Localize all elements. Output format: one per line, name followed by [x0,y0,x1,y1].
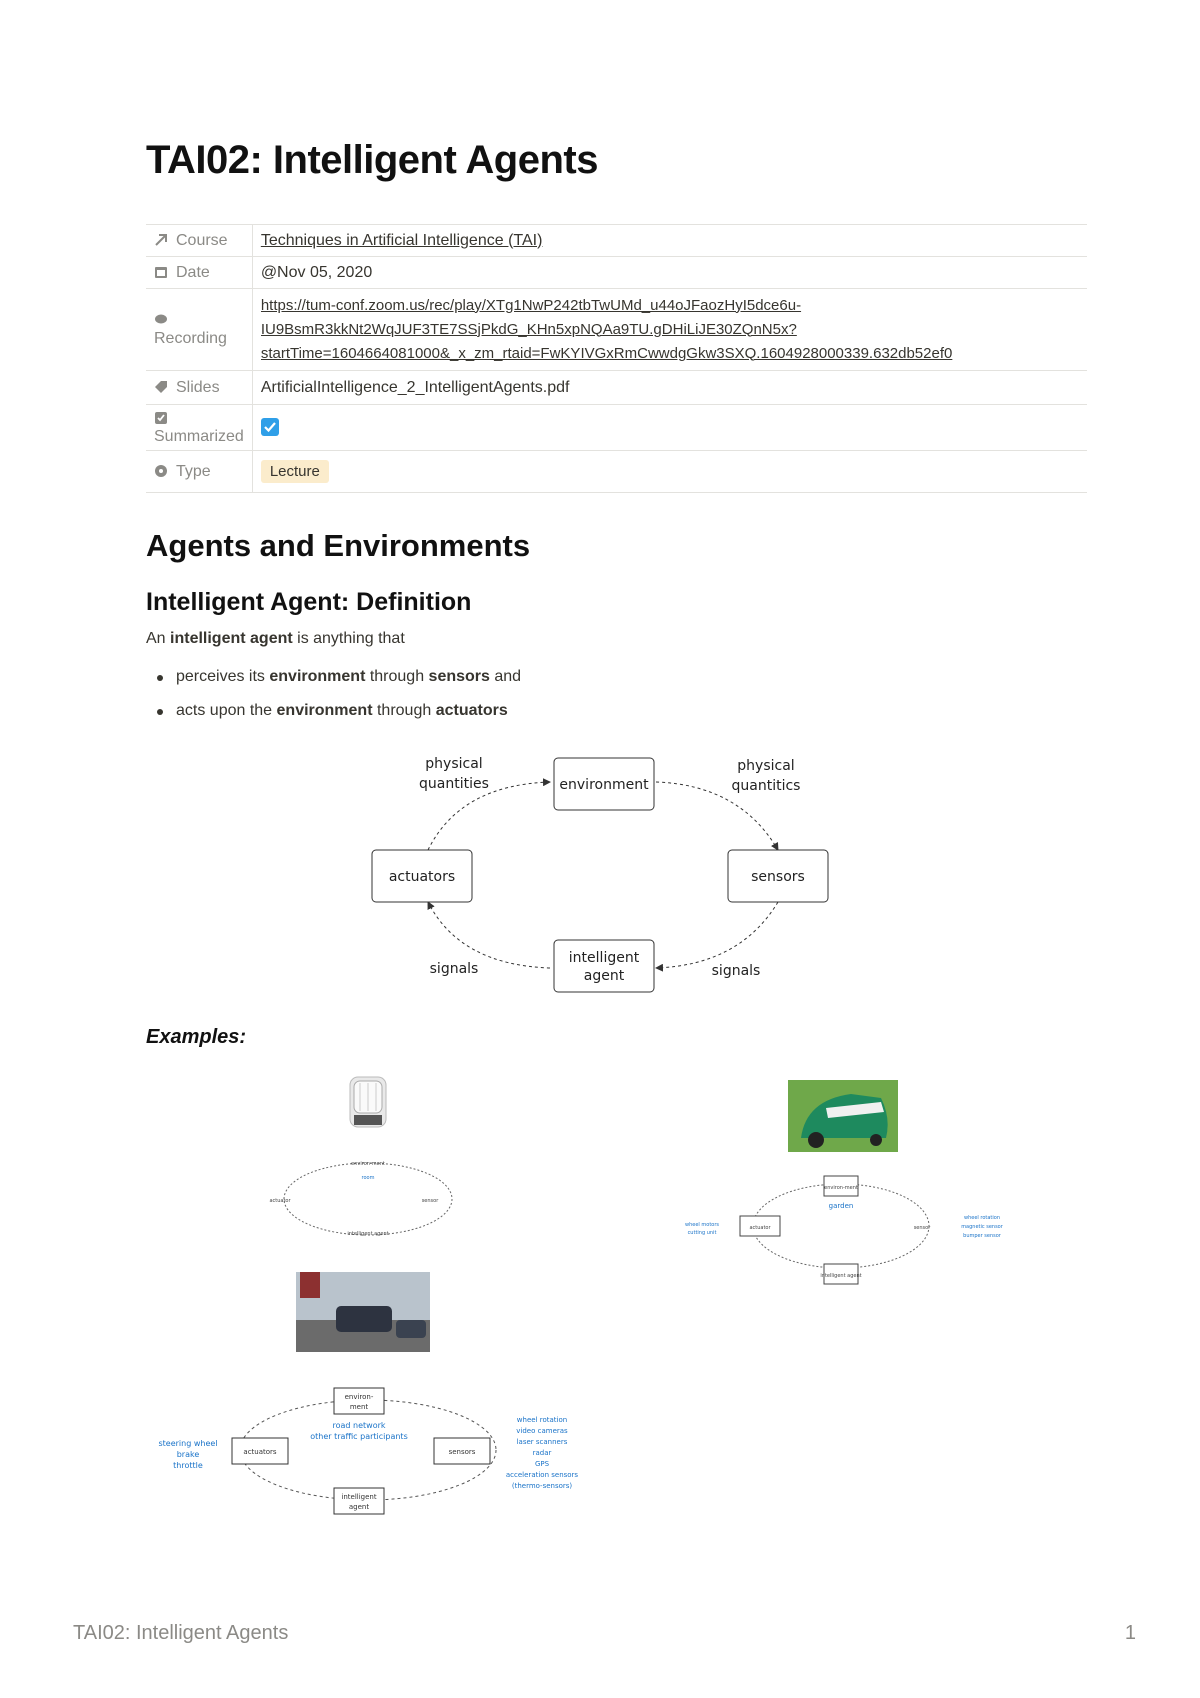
svg-text:acceleration sensors: acceleration sensors [505,1471,579,1479]
svg-text:sensors: sensors [448,1448,476,1456]
agent-environment-diagram [360,740,840,1010]
type-tag[interactable]: Lecture [261,460,329,483]
svg-text:radar: radar [532,1449,552,1457]
svg-text:actuator: actuator [269,1198,291,1204]
svg-text:room: room [361,1175,375,1181]
svg-text:throttle: throttle [173,1461,203,1470]
svg-text:environ-ment: environ-ment [351,1161,385,1167]
property-row-slides: Slides ArtificialIntelligence_2_IntelligentAgents.pdf [146,371,1087,405]
svg-text:agent: agent [348,1503,370,1511]
page-number: 1 [1124,1622,1136,1644]
calendar-icon [154,265,168,279]
svg-text:intelligent: intelligent [341,1493,377,1501]
svg-text:actuator: actuator [749,1225,771,1231]
svg-text:cutting unit: cutting unit [687,1230,717,1236]
svg-text:(thermo-sensors): (thermo-sensors) [511,1482,573,1490]
lawnmower-example [676,1078,1016,1288]
footer-title: TAI02: Intelligent Agents [73,1622,289,1644]
definition-list [146,660,521,728]
svg-text:quantitics: quantitics [731,778,801,794]
recording-link-line1[interactable]: https://tum-conf.zoom.us/rec/play/XTg1NwP242tbTwUMd_u44oJFaozHyI5dce6u- [260,296,802,314]
recording-link-line2[interactable]: IU9BsmR3kkNt2WqJUF3TE7SSjPkdG_KHn5xpNQAa9TU.gDHiLiJE30ZQnN5x? [260,320,797,338]
svg-text:wheel rotation: wheel rotation [964,1215,1000,1221]
svg-text:garden: garden [828,1202,854,1210]
definition-paragraph: An intelligent agent is anything that [146,630,405,647]
svg-text:environ-ment: environ-ment [824,1185,858,1191]
property-key: Course [146,225,252,257]
list-item: perceives its environment through sensors and [146,660,521,694]
subsection-heading: Intelligent Agent: Definition [146,588,472,616]
actuators-node [372,850,472,902]
svg-text:sensor: sensor [913,1225,931,1231]
course-link[interactable]: Techniques in Artificial Intelligence (TAI) [260,231,543,249]
svg-text:laser scanners: laser scanners [516,1438,568,1446]
svg-text:wheel rotation: wheel rotation [516,1416,568,1424]
checkbox-icon [154,411,168,425]
svg-text:brake: brake [176,1450,200,1459]
summarized-checkbox[interactable] [261,418,279,436]
intelligent-agent-node [554,940,654,992]
car-example [150,1270,590,1520]
label-physical-quantities-left: physical [425,756,483,772]
svg-text:steering wheel: steering wheel [158,1439,218,1448]
list-item: acts upon the environment through actuators [146,694,521,728]
svg-text:actuators: actuators [243,1448,277,1456]
svg-text:environment: environment [559,777,649,793]
svg-text:sensors: sensors [751,869,805,885]
svg-text:magnetic sensor: magnetic sensor [961,1224,1003,1230]
slides-file[interactable]: ArtificialIntelligence_2_IntelligentAgents.pdf [252,371,1087,405]
properties-table [146,224,1087,493]
environment-node [554,758,654,810]
label-physical-quantities-right: physical [737,758,795,774]
date-value[interactable]: @Nov 05, 2020 [252,257,1087,289]
car-image [296,1272,430,1352]
section-heading: Agents and Environments [146,528,531,563]
tag-icon [154,380,168,394]
property-row-course [146,225,1087,257]
svg-text:quantities: quantities [419,776,489,792]
page-title: TAI02: Intelligent Agents [146,138,598,182]
svg-text:wheel motors: wheel motors [685,1222,719,1228]
arrow-icon [154,233,168,247]
property-row-type: Type Lecture [146,451,1087,493]
chat-icon [154,313,168,327]
svg-text:actuators: actuators [388,869,456,885]
svg-text:intelligent agent: intelligent agent [347,1231,389,1237]
recording-link-line3[interactable]: startTime=1604664081000&_x_zm_rtaid=FwKYIVGxRmCwwdgGkw3SXQ.1604928000339.632db52ef0 [260,344,953,362]
svg-text:intelligent: intelligent [568,950,640,966]
thermostat-example [240,1075,500,1255]
thermostat-image [350,1077,386,1127]
svg-text:video cameras: video cameras [516,1427,568,1435]
svg-text:GPS: GPS [534,1460,550,1468]
sensors-node [728,850,828,902]
property-row-recording: Recording https://tum-conf.zoom.us/rec/play/XTg1NwP242tbTwUMd_u44oJFaozHyI5dce6u- IU9BsmR3kkNt2WqJUF3TE7SSjPkdG_KHn5xpNQAa9TU.gDHiLiJE30ZQnN5x? startTime=1604664081000&_x_zm_rtaid=FwKYIVGxRmCwwdgGkw3SXQ.1604928000339.632db52ef0 [146,289,1087,371]
svg-text:ment: ment [349,1403,369,1411]
examples-heading: Examples: [146,1026,247,1048]
svg-text:environ-: environ- [344,1393,374,1401]
circle-icon [154,464,168,478]
svg-text:sensor: sensor [421,1198,439,1204]
svg-text:agent: agent [583,968,625,984]
svg-text:road network: road network [332,1421,386,1430]
property-row-date: Date @Nov 05, 2020 [146,257,1087,289]
property-row-summarized: Summarized [146,405,1087,451]
svg-text:intelligent agent: intelligent agent [820,1273,862,1279]
label-signals-right: signals [711,963,761,979]
svg-text:other traffic participants: other traffic participants [310,1432,408,1441]
svg-text:bumper sensor: bumper sensor [963,1233,1001,1239]
lawnmower-image [788,1080,898,1152]
label-signals-left: signals [429,961,479,977]
